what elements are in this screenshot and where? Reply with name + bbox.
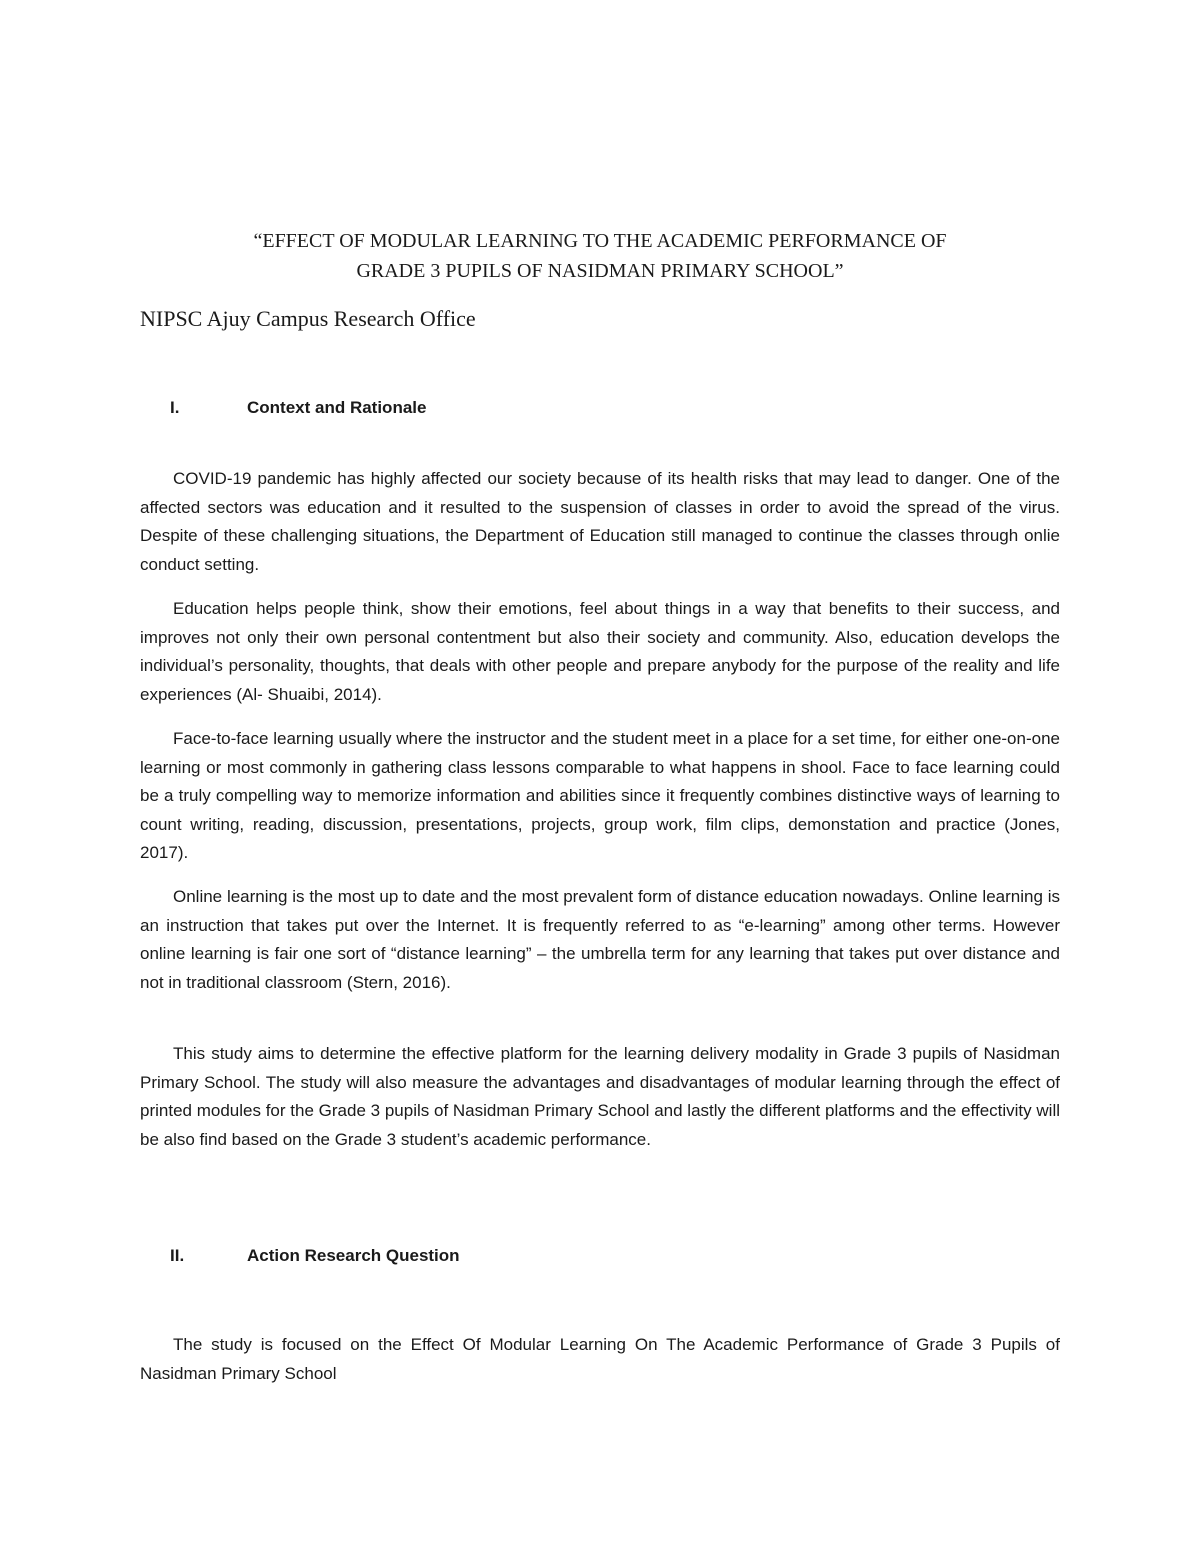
document-title — [140, 226, 1060, 286]
title-line-2: GRADE 3 PUPILS OF NASIDMAN PRIMARY SCHOOL” — [356, 260, 844, 282]
paragraph-education: Education helps people think, show their emotions, feel about things in a way that benefits to their success, and improves not only their own personal contentment but also their society and community. Also, education develops the individual’s personality, thoughts, that deals with other people and prepare anybody for the purpose of the reality and life experiences (Al- Shuaibi, 2014). — [140, 599, 1060, 704]
section-number: I. — [170, 398, 180, 417]
section-title: Action Research Question — [247, 1246, 460, 1265]
research-office-heading: NIPSC Ajuy Campus Research Office — [140, 306, 476, 331]
section-heading-research-question — [170, 1243, 460, 1269]
section-heading-context — [170, 395, 426, 421]
paragraph-online-learning: Online learning is the most up to date and the most prevalent form of distance education nowadays. Online learning is an instruction that takes put over the Internet. It is frequently referred to as “e-learning” among other terms. However online learning is fair one sort of “distance learning” – the umbrella term for any learning that takes put over distance and not in traditional classroom (Stern, 2016). — [140, 887, 1060, 992]
paragraph-study-focus: The study is focused on the Effect Of Modular Learning On The Academic Performance of Grade 3 Pupils of Nasidman Primary School — [140, 1335, 1060, 1383]
section-number: II. — [170, 1246, 185, 1265]
title-line-1: “EFFECT OF MODULAR LEARNING TO THE ACADEMIC PERFORMANCE OF — [253, 230, 947, 252]
section-title: Context and Rationale — [247, 398, 427, 417]
paragraph-face-to-face: Face-to-face learning usually where the instructor and the student meet in a place for a set time, for either one-on-one learning or most commonly in gathering class lessons comparable to what happens in shool. Face to face learning could be a truly compelling way to memorize information and abilities since it frequently combines distinctive ways of learning to count writing, reading, discussion, presentations, projects, group work, film clips, demonstation and practice (Jones, 2017). — [140, 729, 1060, 862]
paragraph-study-aims: This study aims to determine the effective platform for the learning delivery modality in Grade 3 pupils of Nasidman Primary School. The study will also measure the advantages and disadvantages of modular learning through the effect of printed modules for the Grade 3 pupils of Nasidman Primary School and lastly the different platforms and the effectivity will be also find based on the Grade 3 student’s academic performance. — [140, 1044, 1060, 1149]
paragraph-covid: COVID-19 pandemic has highly affected our society because of its health risks that may lead to danger. One of the affected sectors was education and it resulted to the suspension of classes in order to avoid the spread of the virus. Despite of these challenging situations, the Department of Education still managed to continue the classes through onlie conduct setting. — [140, 469, 1060, 574]
